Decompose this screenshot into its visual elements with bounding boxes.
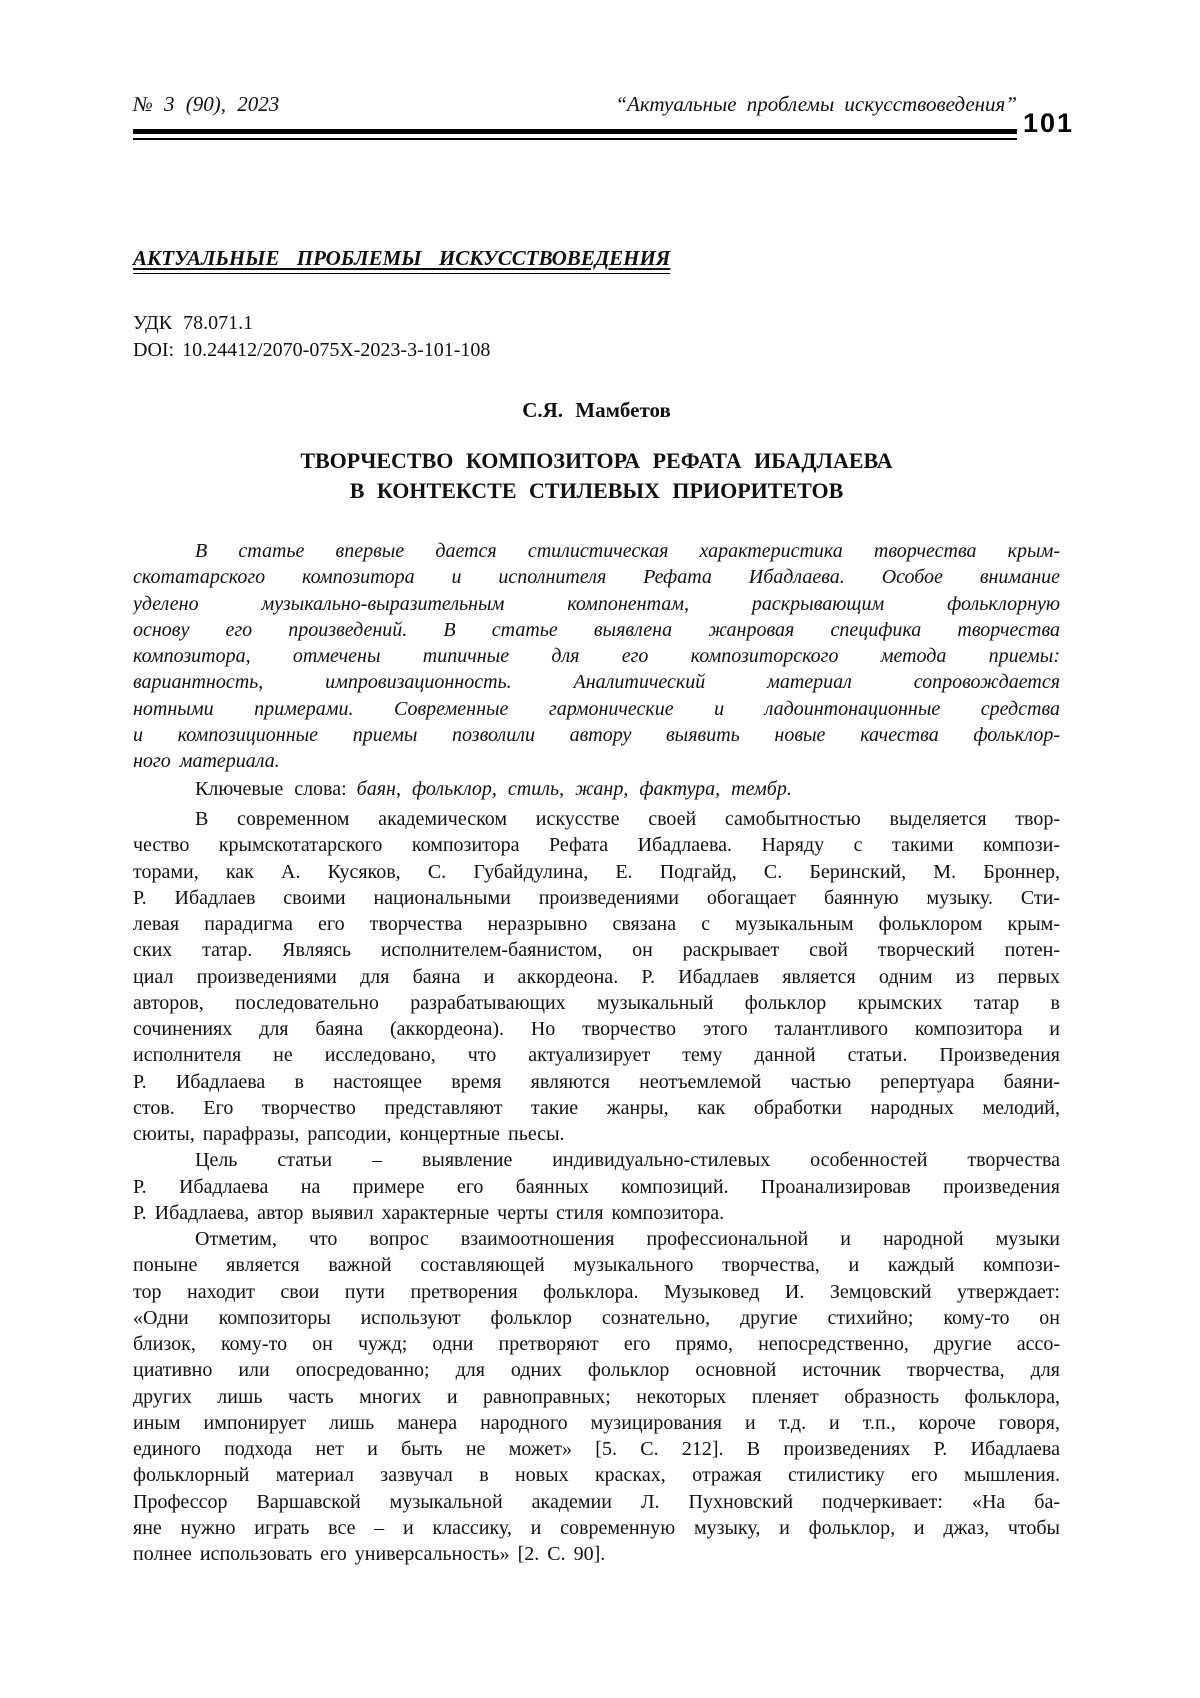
text-line: других лишь часть многих и равноправных; некоторых пленяет образность фольклора, — [133, 1385, 1060, 1408]
text-line: В современном академическом искусстве своей самобытностью выделяется твор- — [195, 808, 1060, 830]
paragraph — [133, 1226, 1060, 1567]
keywords-label: Ключевые слова: — [195, 778, 347, 800]
text-line: сюиты, парафразы, рапсодии, концертные пьесы. — [133, 1123, 565, 1145]
udc-code: УДК 78.071.1 — [133, 312, 254, 334]
text-line: торами, как А. Кусяков, С. Губайдулина, Е. Подгайд, С. Беринский, М. Броннер, — [133, 860, 1060, 883]
paragraph — [133, 1147, 1060, 1226]
text-line: нотными примерами. Современные гармонические и ладоинтонационные средства — [133, 697, 1060, 720]
text-line: ного материала. — [133, 750, 280, 772]
article-body — [133, 806, 1060, 1567]
page-number: 101 — [1023, 108, 1075, 138]
text-line: циал произведениями для баяна и аккордеона. Р. Ибадлаев является одним из первых — [133, 965, 1060, 988]
text-line: исполнителя не исследовано, что актуализирует тему данной статьи. Произведения — [133, 1044, 1060, 1067]
text-line: композитора, отмечены типичные для его композиторского метода приемы: — [133, 645, 1060, 667]
text-line: Р. Ибадлаева в настоящее время являются неотъемлемой частью репертуара баяни- — [133, 1070, 1060, 1093]
journal-issue: № 3 (90), 2023 — [133, 92, 280, 116]
text-line: циативно или опосредованно; для одних фольклор основной источник творчества, для — [133, 1359, 1060, 1382]
text-line: поныне является важной составляющей музыкального творчества, и каждый компози- — [133, 1254, 1060, 1277]
text-line: В статье впервые дается стилистическая характеристика творчества крым- — [195, 540, 1060, 562]
text-line: ских татар. Являясь исполнителем-баянистом, он раскрывает свой творческий потен- — [133, 939, 1060, 962]
text-line: авторов, последовательно разрабатывающих музыкальный фольклор крымских татар в — [133, 991, 1060, 1014]
text-line: полнее использовать его универсальность» [2. С. 90]. — [133, 1543, 606, 1565]
text-line: Цель статьи – выявление индивидуально-стилевых особенностей творчества — [195, 1149, 1060, 1172]
header-rule-thin — [133, 138, 1017, 140]
abstract — [133, 538, 1060, 774]
text-line: Р. Ибадлаев своими национальными произведениями обогащает баянную музыку. Сти- — [133, 886, 1060, 909]
text-line: основу его произведений. В статье выявлена жанровая специфика творчества — [133, 618, 1060, 641]
text-line: близок, кому-то он чужд; одни претворяют его прямо, непосредственно, другие ассо- — [133, 1333, 1060, 1355]
text-line: скотатарского композитора и исполнителя Рефата Ибадлаева. Особое внимание — [133, 566, 1060, 589]
text-line: Р. Ибадлаева на примере его баянных композиций. Проанализировав произведения — [133, 1175, 1060, 1198]
paragraph — [133, 806, 1060, 1147]
section-rubric: АКТУАЛЬНЫЕ ПРОБЛЕМЫ ИСКУССТВОВЕДЕНИЯ — [133, 246, 670, 274]
author-name: С.Я. Мамбетов — [522, 398, 671, 422]
text-line: иным импонирует лишь манера народного музицирования и т.д. и т.п., короче говоря, — [133, 1411, 1060, 1434]
doi-code: DOI: 10.24412/2070-075X-2023-3-101-108 — [133, 339, 491, 361]
text-line: тор находит свои пути претворения фольклора. Музыковед И. Земцовский утверждает: — [133, 1280, 1060, 1303]
keywords-line — [133, 776, 1060, 802]
text-line: Р. Ибадлаева, автор выявил характерные черты стиля композитора. — [133, 1201, 725, 1224]
text-line: яне нужно играть все – и классику, и современную музыку, и фольклор, и джаз, чтобы — [133, 1516, 1060, 1539]
text-line: стов. Его творчество представляют такие жанры, как обработки народных мелодий, — [133, 1096, 1060, 1119]
text-line: левая парадигма его творчества неразрывно связана с музыкальным фольклором крым- — [133, 913, 1060, 935]
text-line: уделено музыкально-выразительным компонентам, раскрывающим фольклорную — [133, 592, 1060, 615]
article-title-line1: ТВОРЧЕСТВО КОМПОЗИТОРА РЕФАТА ИБАДЛАЕВА — [300, 448, 893, 473]
text-line: фольклорный материал зазвучал в новых красках, отражая стилистику его мышления. — [133, 1464, 1060, 1487]
journal-title: “Актуальные проблемы искусствоведения” — [615, 92, 1017, 116]
header-rule-thick — [133, 129, 1017, 134]
text-line: Профессор Варшавской музыкальной академии Л. Пухновский подчеркивает: «На ба- — [133, 1490, 1060, 1513]
article-title — [133, 446, 1060, 506]
text-line: сочинениях для баяна (аккордеона). Но творчество этого талантливого композитора и — [133, 1018, 1060, 1040]
text-line: и композиционные приемы позволили автору выявить новые качества фольклор- — [133, 723, 1060, 746]
text-line: единого подхода нет и быть не может» [5. С. 212]. В произведениях Р. Ибадлаева — [133, 1438, 1060, 1460]
keywords-text: баян, фольклор, стиль, жанр, фактура, тембр. — [356, 778, 792, 800]
text-line: «Одни композиторы используют фольклор сознательно, другие стихийно; кому-то он — [133, 1306, 1060, 1329]
text-line: Отметим, что вопрос взаимоотношения профессиональной и народной музыки — [195, 1228, 1060, 1250]
article-title-line2: В КОНТЕКСТЕ СТИЛЕВЫХ ПРИОРИТЕТОВ — [349, 478, 844, 503]
text-line: вариантность, импровизационность. Аналитический материал сопровождается — [133, 671, 1060, 694]
text-line: чество крымскотатарского композитора Рефата Ибадлаева. Наряду с такими компози- — [133, 834, 1060, 857]
